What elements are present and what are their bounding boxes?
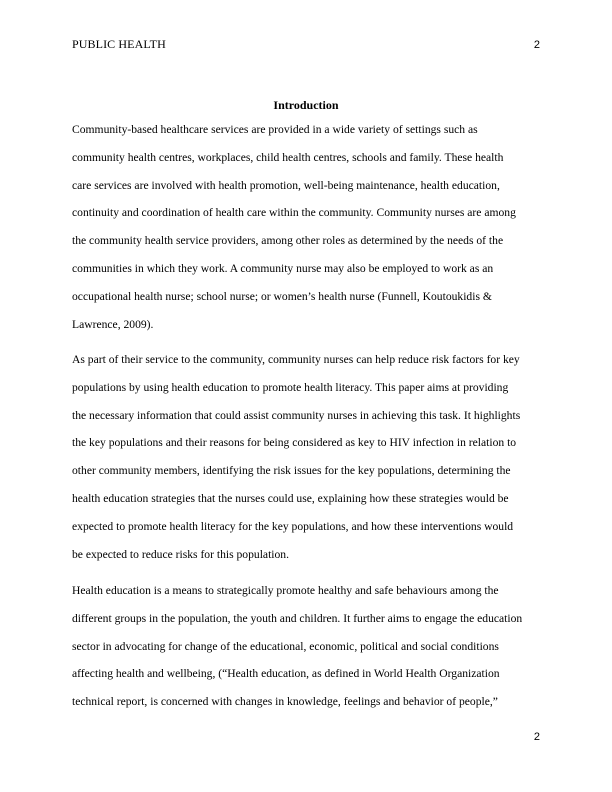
- paragraph-2: [72, 346, 542, 568]
- paragraph-3: [72, 577, 542, 716]
- paragraph-line: health education strategies that the nurses could use, explaining how these strategies would be: [72, 491, 509, 505]
- paragraph-line: expected to promote health literacy for the key populations, and how these interventions would: [72, 519, 514, 533]
- paragraph-line: the necessary information that could assist community nurses in achieving this task. It highlights: [72, 408, 521, 422]
- paragraph-line: populations by using health education to promote health literacy. This paper aims at providing: [72, 380, 509, 394]
- paragraph-line: be expected to reduce risks for this population.: [72, 547, 289, 561]
- paragraph-line: different groups in the population, the youth and children. It further aims to engage the education: [72, 611, 523, 625]
- paragraph-line: other community members, identifying the risk issues for the key populations, determining the: [72, 464, 511, 478]
- paragraph-line: sector in advocating for change of the educational, economic, political and social conditions: [72, 639, 499, 653]
- paragraph-line: community health centres, workplaces, child health centres, schools and family. These health: [72, 150, 504, 164]
- paragraph-line: As part of their service to the community, community nurses can help reduce risk factors for key: [72, 353, 520, 366]
- running-head: PUBLIC HEALTH: [72, 37, 166, 51]
- paragraph-line: continuity and coordination of health care within the community. Community nurses are among: [72, 206, 516, 220]
- footer-page-number: 2: [533, 731, 540, 743]
- paragraph-line: communities in which they work. A community nurse may also be employed to work as an: [72, 261, 494, 275]
- section-title: Introduction: [273, 98, 339, 112]
- paragraph-1: [72, 116, 542, 338]
- paragraph-line: technical report, is concerned with changes in knowledge, feelings and behavior of people,”: [72, 695, 498, 709]
- paragraph-line: the community health service providers, among other roles as determined by the needs of the: [72, 234, 504, 248]
- paragraph-line: occupational health nurse; school nurse; or women’s health nurse (Funnell, Koutoukidis &: [72, 289, 492, 303]
- header-page-number: 2: [533, 39, 540, 51]
- paragraph-line: affecting health and wellbeing, (“Health education, as defined in World Health Organization: [72, 667, 500, 681]
- paragraph-line: the key populations and their reasons for being considered as key to HIV infection in relation to: [72, 436, 517, 450]
- paragraph-line: Health education is a means to strategically promote healthy and safe behaviours among the: [72, 584, 499, 597]
- paragraph-line: Lawrence, 2009).: [72, 317, 154, 331]
- paragraph-line: Community-based healthcare services are provided in a wide variety of settings such as: [72, 123, 478, 136]
- paragraph-line: care services are involved with health promotion, well-being maintenance, health education,: [72, 178, 500, 192]
